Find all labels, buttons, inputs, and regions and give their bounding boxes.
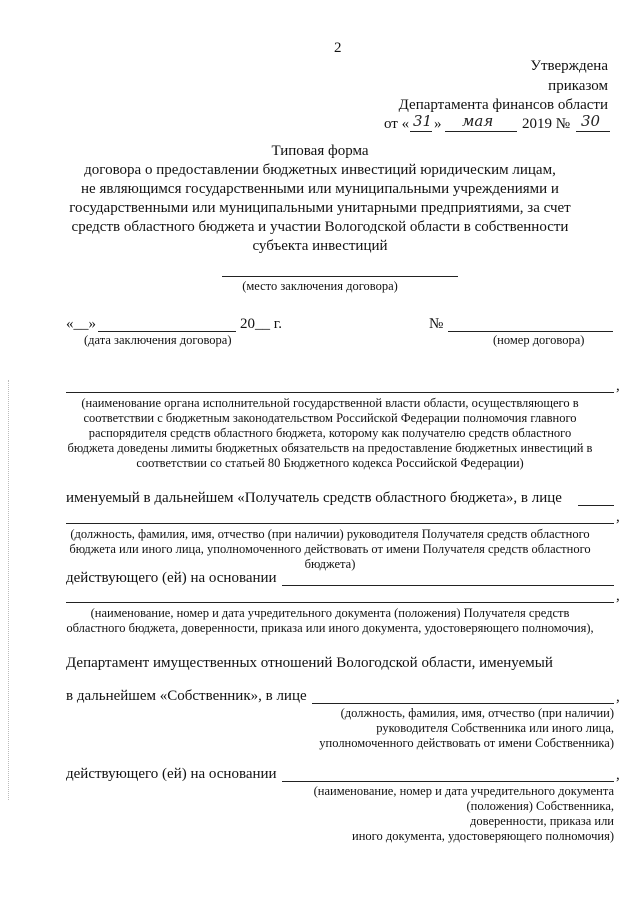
date-number-handwritten: 30 xyxy=(581,112,601,130)
place-field-line[interactable] xyxy=(222,276,458,277)
recipient-comma: , xyxy=(616,509,620,525)
org-caption-1: (наименование органа исполнительной государственной власти области, осуществляющего в xyxy=(81,396,579,410)
recipient-basis-comma: , xyxy=(616,588,620,604)
date-quote: «__» xyxy=(66,316,96,332)
page-number: 2 xyxy=(334,40,342,56)
owner-basis-caption-1: (наименование, номер и дата учредительного документа xyxy=(313,784,614,798)
recipient-basis-caption-1: (наименование, номер и дата учредительного документа (положения) Получателя средств xyxy=(90,606,570,620)
number-caption: (номер договора) xyxy=(493,333,585,347)
approval-date-prefix: от « xyxy=(384,116,410,132)
date-number-underline xyxy=(576,131,610,132)
title-line-4: государственными или муниципальными унитарными предприятиями, за счет xyxy=(69,200,571,216)
org-caption-4: бюджета доведены лимиты бюджетных обязательств на предоставление бюджетных инвестиций в xyxy=(67,441,593,455)
owner-text: в дальнейшем «Собственник», в лице xyxy=(66,688,307,704)
owner-basis-caption-4: иного документа, удостоверяющего полномочия) xyxy=(352,829,614,843)
owner-caption-1: (должность, фамилия, имя, отчество (при наличии) xyxy=(340,706,614,720)
date-day-handwritten: 31 xyxy=(413,112,433,130)
date-year-text: 20__ г. xyxy=(240,316,282,332)
org-comma: , xyxy=(616,378,620,394)
title-line-1: Типовая форма xyxy=(271,143,369,159)
owner-comma: , xyxy=(616,689,620,705)
title-line-2: договора о предоставлении бюджетных инвестиций юридическим лицам, xyxy=(84,162,556,178)
date-month-underline xyxy=(445,131,517,132)
scan-margin-artifact xyxy=(8,380,11,800)
title-line-3: не являющимся государственными или муниципальными учреждениями и xyxy=(81,181,559,197)
recipient-person-field-line[interactable] xyxy=(66,523,614,524)
owner-basis-comma: , xyxy=(616,767,620,783)
org-name-field-line[interactable] xyxy=(66,392,614,393)
approval-line-3: Департамента финансов области xyxy=(398,97,608,113)
recipient-person-field-start[interactable] xyxy=(578,505,614,506)
recipient-basis-caption-2: областного бюджета, доверенности, приказа или иного документа, удостоверяющего полномочия), xyxy=(66,621,594,635)
date-caption: (дата заключения договора) xyxy=(84,333,232,347)
title-line-6: субъекта инвестиций xyxy=(252,238,388,254)
approval-date-mid: » xyxy=(434,116,442,132)
owner-caption-3: уполномоченного действовать от имени Собственника) xyxy=(319,736,614,750)
owner-basis-field-line[interactable] xyxy=(282,781,614,782)
recipient-caption-3: бюджета) xyxy=(304,557,356,571)
recipient-basis-field-line[interactable] xyxy=(66,602,614,603)
title-line-5: средств областного бюджета и участии Вологодской области в собственности xyxy=(71,219,569,235)
recipient-text: именуемый в дальнейшем «Получатель средств областного бюджета», в лице xyxy=(66,490,562,506)
org-caption-3: распорядителя средств областного бюджета, которому как получателю средств областного xyxy=(88,426,572,440)
owner-basis-caption-3: доверенности, приказа или xyxy=(470,814,614,828)
date-day-underline xyxy=(410,131,432,132)
approval-line-1: Утверждена xyxy=(530,58,608,74)
date-month-handwritten: мая xyxy=(462,112,494,130)
owner-basis-caption-2: (положения) Собственника, xyxy=(466,799,614,813)
recipient-basis-text: действующего (ей) на основании xyxy=(66,570,277,586)
recipient-caption-1: (должность, фамилия, имя, отчество (при наличии) руководителя Получателя средств областного xyxy=(70,527,590,541)
owner-basis-text: действующего (ей) на основании xyxy=(66,766,277,782)
recipient-basis-field-start[interactable] xyxy=(282,585,614,586)
contract-number-field-line[interactable] xyxy=(448,331,613,332)
owner-person-field-line[interactable] xyxy=(312,703,614,704)
date-month-field-line[interactable] xyxy=(98,331,236,332)
number-sign: № xyxy=(429,316,444,332)
org-caption-2: соответствии с бюджетным законодательством Российской Федерации полномочия главного xyxy=(83,411,577,425)
recipient-caption-2: бюджета или иного лица, уполномоченного действовать от имени Получателя средств областного xyxy=(69,542,591,556)
org-caption-5: соответствии со статьей 80 Бюджетного кодекса Российской Федерации) xyxy=(136,456,524,470)
owner-caption-2: руководителя Собственника или иного лица, xyxy=(376,721,614,735)
approval-line-2: приказом xyxy=(548,78,608,94)
place-caption: (место заключения договора) xyxy=(242,279,398,293)
approval-date-year: 2019 № xyxy=(522,116,571,132)
department-text: Департамент имущественных отношений Вологодской области, именуемый xyxy=(66,655,553,671)
